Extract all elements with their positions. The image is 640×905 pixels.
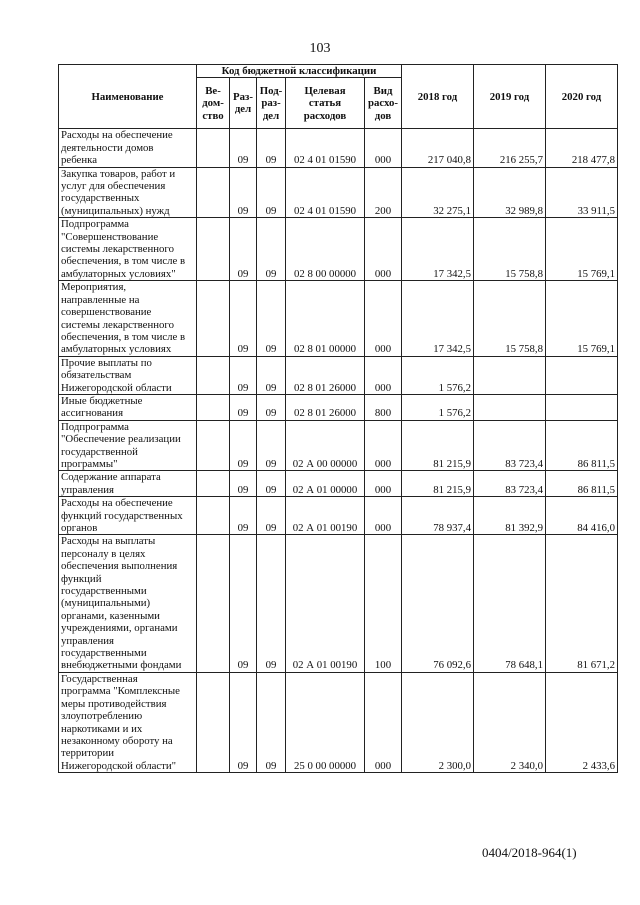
row-2020: 15 769,1: [546, 281, 618, 356]
row-2020: 15 769,1: [546, 218, 618, 281]
table-row: [59, 535, 618, 672]
header-2020: 2020 год: [546, 65, 618, 129]
row-vid-rashodov: 000: [365, 218, 402, 281]
row-podrazdel: 09: [257, 497, 286, 535]
row-vid-rashodov: 800: [365, 394, 402, 420]
header-2019: 2019 год: [474, 65, 546, 129]
row-name: Государственная программа "Комплексные меры противодействия злоупотреблению наркотиками и их незаконному обороту на территории Нижегородской области": [59, 672, 197, 772]
header-2018: 2018 год: [402, 65, 474, 129]
row-podrazdel: 09: [257, 129, 286, 167]
table-row: [59, 218, 618, 281]
row-vedomstvo: [197, 535, 230, 672]
row-2018: 217 040,8: [402, 129, 474, 167]
page-number: 103: [309, 41, 331, 56]
row-vid-rashodov: 000: [365, 497, 402, 535]
row-2019: 83 723,4: [474, 471, 546, 497]
row-2020: 86 811,5: [546, 471, 618, 497]
row-razdel: 09: [230, 281, 257, 356]
row-2018: 81 215,9: [402, 420, 474, 471]
row-vid-rashodov: 000: [365, 281, 402, 356]
row-2020: 86 811,5: [546, 420, 618, 471]
row-name: Закупка товаров, работ и услуг для обеспечения государственных (муниципальных) нужд: [59, 167, 197, 218]
row-2020: [546, 356, 618, 394]
row-vedomstvo: [197, 218, 230, 281]
row-vedomstvo: [197, 672, 230, 772]
row-2018: 81 215,9: [402, 471, 474, 497]
row-name: Иные бюджетные ассигнования: [59, 394, 197, 420]
row-celevaya-statya: 25 0 00 00000: [286, 672, 365, 772]
row-vedomstvo: [197, 129, 230, 167]
row-2020: 33 911,5: [546, 167, 618, 218]
row-podrazdel: 09: [257, 281, 286, 356]
row-2019: 2 340,0: [474, 672, 546, 772]
table-row: [59, 167, 618, 218]
row-2020: [546, 394, 618, 420]
header-vedomstvo: Ве- дом- ство: [197, 78, 230, 129]
row-celevaya-statya: 02 А 00 00000: [286, 420, 365, 471]
row-vid-rashodov: 000: [365, 420, 402, 471]
row-2019: 78 648,1: [474, 535, 546, 672]
row-vedomstvo: [197, 281, 230, 356]
row-celevaya-statya: 02 А 01 00000: [286, 471, 365, 497]
row-razdel: 09: [230, 420, 257, 471]
row-vedomstvo: [197, 167, 230, 218]
row-celevaya-statya: 02 А 01 00190: [286, 497, 365, 535]
table-row: [59, 497, 618, 535]
row-2019: 83 723,4: [474, 420, 546, 471]
table-row: [59, 281, 618, 356]
row-celevaya-statya: 02 8 00 00000: [286, 218, 365, 281]
row-name: Подпрограмма "Обеспечение реализации государственной программы": [59, 420, 197, 471]
table-row: [59, 471, 618, 497]
row-2020: 81 671,2: [546, 535, 618, 672]
row-celevaya-statya: 02 А 01 00190: [286, 535, 365, 672]
table-row: [59, 420, 618, 471]
row-2020: 2 433,6: [546, 672, 618, 772]
table-row: [59, 672, 618, 772]
row-podrazdel: 09: [257, 471, 286, 497]
row-vid-rashodov: 000: [365, 356, 402, 394]
row-2019: 32 989,8: [474, 167, 546, 218]
row-celevaya-statya: 02 8 01 26000: [286, 394, 365, 420]
row-2019: [474, 394, 546, 420]
row-razdel: 09: [230, 129, 257, 167]
row-2019: [474, 356, 546, 394]
row-2019: 15 758,8: [474, 218, 546, 281]
row-vid-rashodov: 000: [365, 129, 402, 167]
row-name: Содержание аппарата управления: [59, 471, 197, 497]
row-name: Расходы на обеспечение функций государственных органов: [59, 497, 197, 535]
row-vedomstvo: [197, 497, 230, 535]
row-podrazdel: 09: [257, 218, 286, 281]
row-vid-rashodov: 200: [365, 167, 402, 218]
row-razdel: 09: [230, 471, 257, 497]
row-name: Расходы на обеспечение деятельности домов ребенка: [59, 129, 197, 167]
row-celevaya-statya: 02 8 01 26000: [286, 356, 365, 394]
row-2019: 216 255,7: [474, 129, 546, 167]
row-celevaya-statya: 02 4 01 01590: [286, 129, 365, 167]
header-budget-classification: Код бюджетной классификации: [197, 65, 402, 78]
table-row: [59, 356, 618, 394]
row-podrazdel: 09: [257, 420, 286, 471]
row-razdel: 09: [230, 218, 257, 281]
row-celevaya-statya: 02 8 01 00000: [286, 281, 365, 356]
row-2018: 2 300,0: [402, 672, 474, 772]
row-2018: 78 937,4: [402, 497, 474, 535]
row-podrazdel: 09: [257, 356, 286, 394]
row-razdel: 09: [230, 672, 257, 772]
row-podrazdel: 09: [257, 394, 286, 420]
row-podrazdel: 09: [257, 672, 286, 772]
row-2018: 1 576,2: [402, 356, 474, 394]
row-vid-rashodov: 100: [365, 535, 402, 672]
row-2020: 218 477,8: [546, 129, 618, 167]
row-2018: 17 342,5: [402, 281, 474, 356]
row-vid-rashodov: 000: [365, 471, 402, 497]
row-vedomstvo: [197, 471, 230, 497]
header-razdel: Раз- дел: [230, 78, 257, 129]
row-razdel: 09: [230, 394, 257, 420]
row-razdel: 09: [230, 167, 257, 218]
row-2019: 81 392,9: [474, 497, 546, 535]
table-row: [59, 129, 618, 167]
row-vedomstvo: [197, 394, 230, 420]
row-2018: 32 275,1: [402, 167, 474, 218]
header-vid-rashodov: Вид расхо- дов: [365, 78, 402, 129]
row-2018: 1 576,2: [402, 394, 474, 420]
row-celevaya-statya: 02 4 01 01590: [286, 167, 365, 218]
header-name: Наименование: [59, 65, 197, 129]
row-podrazdel: 09: [257, 167, 286, 218]
row-2020: 84 416,0: [546, 497, 618, 535]
row-name: Расходы на выплаты персоналу в целях обеспечения выполнения функций государственными (муниципальными) органами, казенными учреждениями, органами управления государственными внебюджетными фондами: [59, 535, 197, 672]
table-row: [59, 394, 618, 420]
row-vedomstvo: [197, 356, 230, 394]
row-name: Мероприятия, направленные на совершенствование системы лекарственного обеспечения, в том числе в амбулаторных условиях: [59, 281, 197, 356]
budget-table: [58, 64, 618, 773]
row-razdel: 09: [230, 497, 257, 535]
row-razdel: 09: [230, 535, 257, 672]
row-vedomstvo: [197, 420, 230, 471]
table-body: [59, 129, 618, 773]
document-code: 0404/2018-964(1): [482, 845, 577, 860]
row-name: Подпрограмма "Совершенствование системы лекарственного обеспечения, в том числе в амбулаторных условиях": [59, 218, 197, 281]
row-2019: 15 758,8: [474, 281, 546, 356]
row-2018: 76 092,6: [402, 535, 474, 672]
row-razdel: 09: [230, 356, 257, 394]
header-podrazdel: Под- раз- дел: [257, 78, 286, 129]
row-2018: 17 342,5: [402, 218, 474, 281]
row-podrazdel: 09: [257, 535, 286, 672]
table-header: [59, 65, 618, 129]
row-vid-rashodov: 000: [365, 672, 402, 772]
header-celevaya-statya: Целевая статья расходов: [286, 78, 365, 129]
row-name: Прочие выплаты по обязательствам Нижегородской области: [59, 356, 197, 394]
